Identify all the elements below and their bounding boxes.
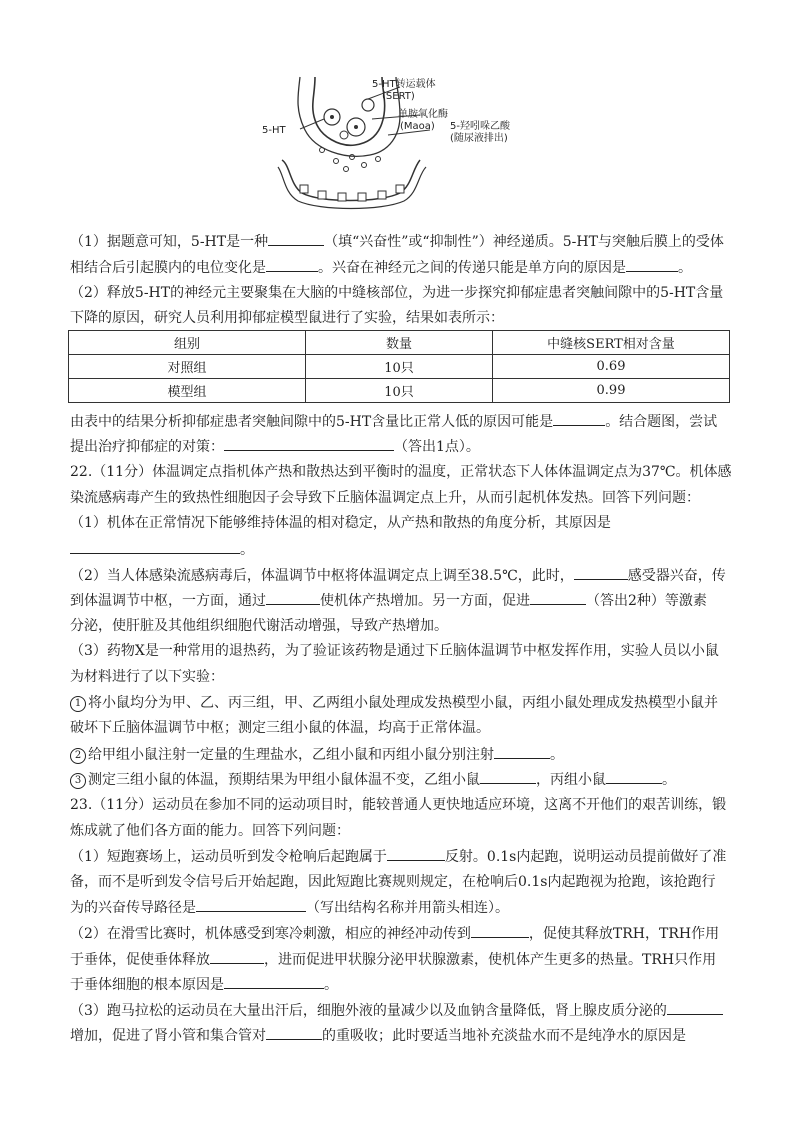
q22-p2-line3: 分泌，使肝脏及其他组织细胞代谢活动增强，导致产热增加。 — [70, 618, 448, 634]
answer-blank[interactable] — [266, 591, 320, 605]
answer-blank[interactable] — [196, 898, 306, 912]
answer-blank[interactable] — [387, 847, 445, 861]
q22-p2-line1: （2）当人体感染流感病毒后，体温调节中枢将体温调定点上调至38.5℃，此时， 感受器兴奋，传 — [70, 568, 726, 584]
step-number: 1 — [70, 696, 86, 712]
q21-p1-line1: （1）据题意可知，5-HT是一种 （填“兴奋性”或“抑制性”）神经递质。5-HT与突触后膜上的受体 — [70, 234, 724, 250]
q22-p3-line2: 为材料进行了以下实验： — [70, 669, 224, 685]
q22-intro-line1: 22.（11分）体温调定点指机体产热和散热达到平衡时的温度，正常状态下人体体温调定点为37℃。机体感 — [70, 464, 732, 480]
label-sert: 5-HT转运载体 — [372, 79, 436, 90]
table-row — [69, 379, 730, 403]
q22-p2-line2: 到体温调节中枢，一方面，通过 使机体产热增加。另一方面，促进 （答出2种）等激素 — [70, 593, 707, 609]
table-header: 中缝核SERT相对含量 — [493, 331, 730, 355]
table-row — [69, 355, 730, 379]
answer-blank[interactable] — [626, 258, 678, 272]
answer-blank[interactable] — [494, 745, 550, 759]
answer-blank[interactable] — [574, 566, 628, 580]
q23-p3-line1: （3）跑马拉松的运动员在大量出汗后，细胞外液的量减少以及血钠含量降低，肾上腺皮质分泌的 — [70, 1001, 723, 1020]
synapse-figure — [260, 75, 550, 215]
table-header: 组别 — [69, 331, 306, 355]
q23-p1-line1: （1）短跑赛场上，运动员听到发令枪响后起跑属于 反射。0.1s内起跑，说明运动员提前做好了准 — [70, 849, 727, 865]
q23-intro-line2: 炼成就了他们各方面的能力。回答下列问题： — [70, 823, 350, 839]
q21-p1-line2: 相结合后引起膜内的电位变化是 。兴奋在神经元之间的传递只能是单方向的原因是 。 — [70, 260, 692, 276]
table-cell: 0.69 — [493, 355, 730, 379]
q21-p2-line4: 提出治疗抑郁症的对策： （答出1点）。 — [70, 439, 480, 455]
table-header-row — [69, 331, 730, 355]
q21-p2-line2: 下降的原因，研究人员利用抑郁症模型鼠进行了实验，结果如表所示： — [70, 310, 504, 326]
q22-p1-line2: 。 — [70, 540, 254, 559]
label-sert-abbr: (SERT) — [382, 91, 415, 102]
table-cell: 对照组 — [69, 355, 306, 379]
q23-p1-line3: 为的兴奋传导路径是 （写出结构名称并用箭头相连）。 — [70, 900, 509, 916]
label-maoa-abbr: (Maoa) — [400, 121, 435, 132]
table-header: 数量 — [306, 331, 493, 355]
answer-blank[interactable] — [667, 1001, 723, 1015]
results-table — [68, 330, 730, 403]
q23-p2-line1: （2）在滑雪比赛时，机体感受到寒冷刺激，相应的神经冲动传到 ，促使其释放TRH，TRH作用 — [70, 926, 720, 942]
table-cell: 10只 — [306, 379, 493, 403]
answer-blank[interactable] — [266, 258, 318, 272]
table-cell: 模型组 — [69, 379, 306, 403]
q21-p2-line1: （2）释放5-HT的神经元主要聚集在大脑的中缝核部位，为进一步探究抑郁症患者突触间隙中的5-HT含量 — [70, 285, 724, 301]
label-maoa: 单胺氧化酶 — [398, 109, 448, 120]
q22-step1-line2: 破坏下丘脑体温调节中枢；测定三组小鼠的体温，均高于正常体温。 — [70, 720, 490, 736]
q22-p3-line1: （3）药物X是一种常用的退热药，为了验证该药物是通过下丘脑体温调节中枢发挥作用，实验人员以小鼠 — [70, 643, 719, 659]
answer-blank[interactable] — [553, 412, 605, 426]
q22-p1-line1: （1）机体在正常情况下能够维持体温的相对稳定，从产热和散热的角度分析，其原因是 — [70, 515, 611, 531]
answer-blank[interactable] — [480, 770, 536, 784]
label-metabolite: 5-羟吲哚乙酸 — [450, 121, 510, 132]
q21-p2-line3: 由表中的结果分析抑郁症患者突触间隙中的5-HT含量比正常人低的原因可能是 。结合题图，尝试 — [70, 414, 718, 430]
answer-blank[interactable] — [266, 1026, 322, 1040]
answer-blank[interactable] — [70, 540, 240, 554]
step-number: 3 — [70, 773, 86, 789]
q23-intro-line1: 23.（11分）运动员在参加不同的运动项目时，能较普通人更快地适应环境，这离不开他们的艰苦训练，锻 — [70, 797, 727, 813]
answer-blank[interactable] — [530, 591, 586, 605]
q23-p1-line2: 备，而不是听到发令信号后开始起跑，因此短跑比赛规则规定，在枪响后0.1s内起跑视为抢跑，该抢跑行 — [70, 874, 716, 890]
q23-p2-line2: 于垂体，促使垂体释放 ，进而促进甲状腺分泌甲状腺激素，使机体产生更多的热量。TRH只作用 — [70, 952, 717, 968]
q22-intro-line2: 染流感病毒产生的致热性细胞因子会导致下丘脑体温调定点上升，从而引起机体发热。回答下列问题： — [70, 490, 700, 506]
q22-step1-line1: 1 将小鼠均分为甲、乙、丙三组，甲、乙两组小鼠处理成发热模型小鼠，丙组小鼠处理成发热模型小鼠并 — [70, 694, 718, 712]
label-5ht: 5-HT — [262, 125, 286, 136]
step-number: 2 — [70, 748, 86, 764]
answer-blank[interactable] — [471, 924, 529, 938]
answer-blank[interactable] — [268, 232, 324, 246]
answer-blank[interactable] — [224, 437, 394, 451]
q23-p2-line3: 于垂体细胞的根本原因是 。 — [70, 977, 338, 993]
label-excreted: (随尿液排出) — [450, 133, 508, 144]
table-cell: 0.99 — [493, 379, 730, 403]
q23-p3-line2: 增加，促进了肾小管和集合管对 的重吸收；此时要适当地补充淡盐水而不是纯净水的原因是 — [70, 1028, 686, 1044]
q22-step3: 3 测定三组小鼠的体温，预期结果为甲组小鼠体温不变，乙组小鼠 ，丙组小鼠 。 — [70, 770, 676, 789]
answer-blank[interactable] — [210, 950, 264, 964]
table-cell: 10只 — [306, 355, 493, 379]
answer-blank[interactable] — [224, 975, 324, 989]
q22-step2: 2 给甲组小鼠注射一定量的生理盐水，乙组小鼠和丙组小鼠分别注射 。 — [70, 745, 564, 764]
answer-blank[interactable] — [606, 770, 662, 784]
postsynaptic-membrane — [282, 160, 420, 201]
